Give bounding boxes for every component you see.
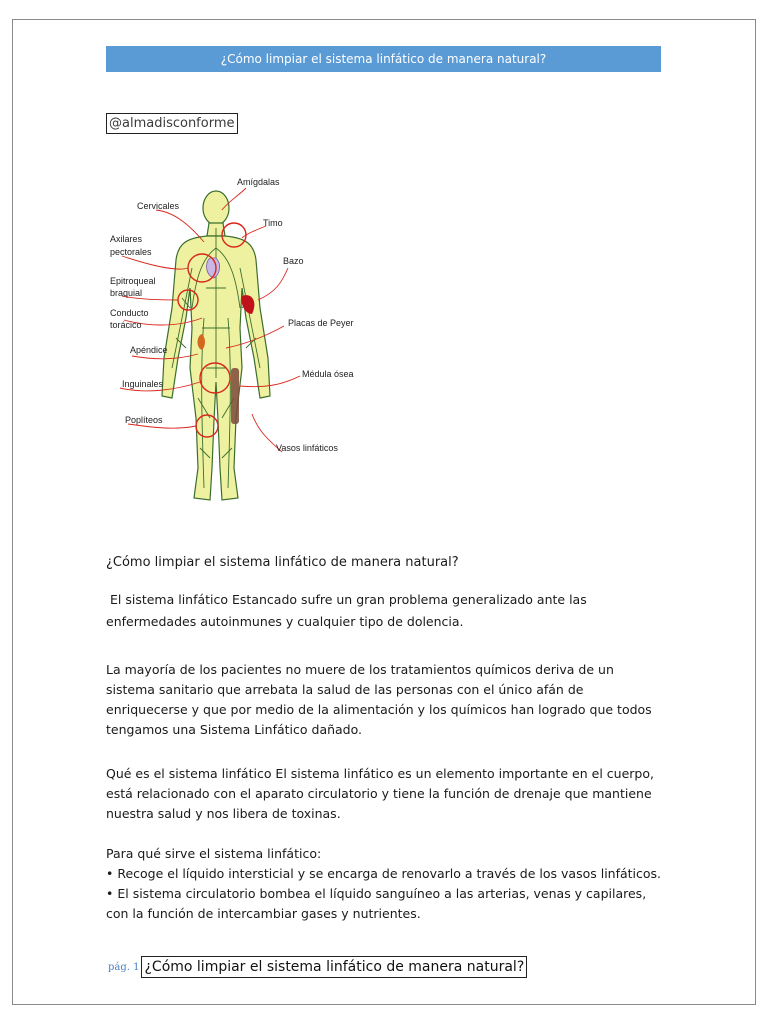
label-bazo: Bazo — [283, 256, 304, 266]
paragraph-intro: El sistema linfático Estancado sufre un gran problema generalizado ante las enfermedades autoinmunes y cualquier tipo de dolencia. — [106, 592, 591, 629]
article-heading: ¿Cómo limpiar el sistema linfático de manera natural? — [106, 555, 459, 570]
label-vasos: Vasos linfáticos — [276, 443, 338, 453]
label-axilares-1: Axilares — [110, 234, 143, 244]
bone-marrow-shape — [231, 368, 239, 424]
page-footer — [108, 956, 527, 978]
page-number: pág. 1 — [108, 961, 140, 973]
function-list — [106, 844, 666, 924]
paragraph-definition: Qué es el sistema linfático El sistema linfático es un elemento importante en el cuerpo, está relacionado con el aparato circulatorio y tiene la función de drenaje que mantiene nuestra salud y nos libera de toxinas. — [106, 766, 654, 821]
list-item: • Recoge el líquido intersticial y se encarga de renovarlo a través de los vasos linfáticos. — [106, 866, 662, 881]
label-epitroqueal-2: braquial — [110, 288, 143, 298]
banner-title: ¿Cómo limpiar el sistema linfático de manera natural? — [106, 46, 661, 72]
label-epitroqueal-1: Epitroqueal — [110, 276, 156, 286]
label-medula: Médula ósea — [302, 369, 354, 379]
footer-title[interactable]: ¿Cómo limpiar el sistema linfático de manera natural? — [141, 956, 527, 978]
author-handle[interactable]: @almadisconforme — [106, 113, 238, 134]
label-cervicales: Cervicales — [137, 201, 180, 211]
label-conducto-1: Conducto — [110, 308, 149, 318]
label-amigdalas: Amígdalas — [237, 177, 280, 187]
label-timo: Timo — [263, 218, 283, 228]
label-popliteos: Poplíteos — [125, 415, 163, 425]
label-inguinales: Inguinales — [122, 379, 164, 389]
label-conducto-2: torácico — [110, 320, 142, 330]
paragraph-patients: La mayoría de los pacientes no muere de los tratamientos químicos deriva de un sistema sanitario que arrebata la salud de las personas con el único afán de enriquecerse y que por medio de la alimentación y los químicos han logrado que todos tengamos una Sistema Linfático dañado. — [106, 662, 652, 737]
label-placas: Placas de Peyer — [288, 318, 354, 328]
label-axilares-2: pectorales — [110, 247, 152, 257]
label-apendice: Apéndice — [130, 345, 168, 355]
lymphatic-system-diagram — [106, 168, 376, 518]
list-intro: Para qué sirve el sistema linfático: — [106, 846, 322, 861]
list-item: • El sistema circulatorio bombea el líquido sanguíneo a las arterias, venas y capilares, con la función de intercambiar gases y nutrientes. — [106, 886, 647, 921]
